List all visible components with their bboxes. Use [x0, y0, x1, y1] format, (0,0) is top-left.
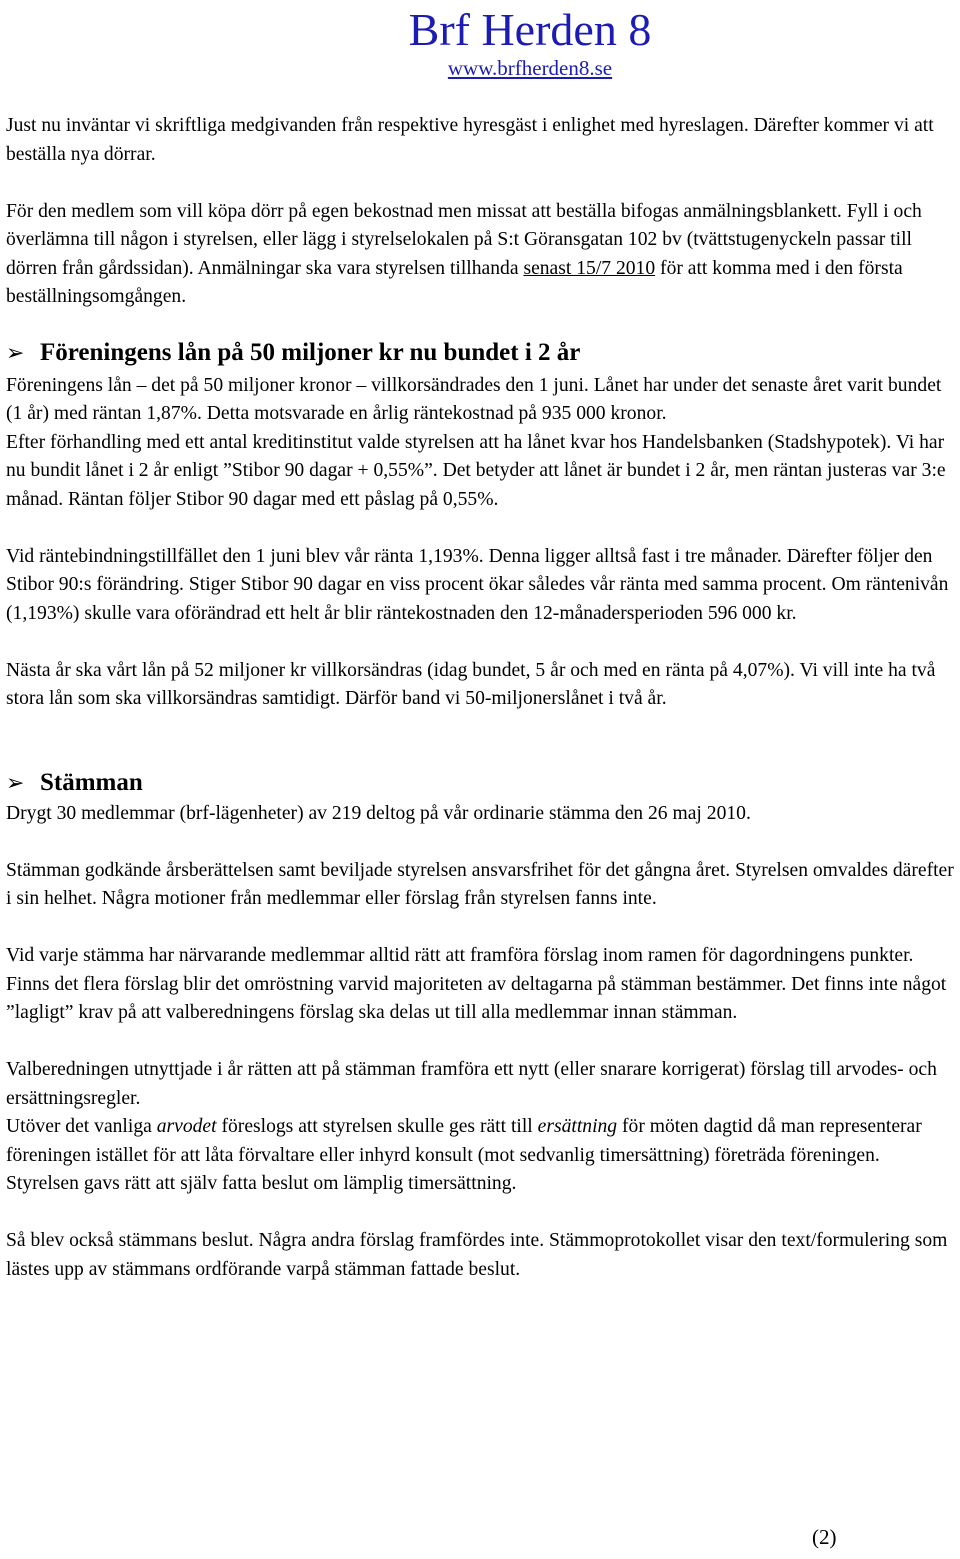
paragraph-meeting-2: Stämman godkände årsberättelsen samt beviljade styrelsen ansvarsfrihet för det gångna året. Styrelsen omvaldes därefter i sin helhet. Några motioner från medlemmar eller förslag från styrelsen fanns inte. [6, 859, 954, 909]
section-heading-loan [6, 338, 956, 368]
paragraph-meeting-3: Vid varje stämma har närvarande medlemmar alltid rätt att framföra förslag inom ramen för dagordningens punkter. Finns det flera förslag blir det omröstning varvid majoriteten av deltagarna på stämman bestämmer. Det finns inte något ”lagligt” krav på att valberedningens förslag ska delas ut till alla medlemmar innan stämman. [6, 945, 947, 1023]
door-order-text-end: för att komma med i den första beställningsomgången. [6, 257, 903, 307]
paragraph-meeting-6: Så blev också stämmans beslut. Några andra förslag framfördes inte. Stämmoprotokollet visar den text/formulering som lästes upp av stämmans ordförande varpå stämman fattade beslut. [6, 1230, 948, 1280]
meeting-5-text: föreslogs att styrelsen skulle ges rätt till [216, 1116, 538, 1137]
meeting-5-text: för möten dagtid då man representerar föreningen istället för att låta förvaltare eller inhyrd konsult (mot sedvanlig timersättning) företräda föreningen. Styrelsen gavs rätt att själv fatta beslut om lämplig timersättning. [6, 1116, 922, 1194]
page-number: (2) [812, 1525, 837, 1549]
document-body [6, 112, 956, 1284]
page-header [0, 4, 960, 80]
paragraph-loan-2: Efter förhandling med ett antal kreditinstitut valde styrelsen att ha lånet kvar hos Handelsbanken (Stadshypotek). Vi har nu bundit lånet i 2 år enligt ”Stibor 90 dagar + 0,55%”. Det betyder att lånet är bundet i 2 år, men räntan justeras var 3:e månad. Räntan följer Stibor 90 dagar med ett påslag på 0,55%. [6, 431, 946, 510]
org-title: Brf Herden 8 [408, 4, 652, 55]
paragraph-meeting-5 [6, 1113, 956, 1199]
paragraph-loan-3: Vid räntebindningstillfället den 1 juni blev vår ränta 1,193%. Denna ligger alltså fast i tre månader. Därefter följer den Stibor 90:s förändring. Stiger Stibor 90 dagar en viss procent ökar således vår ränta med samma procent. Om räntenivån (1,193%) skulle vara oförändrad ett helt år blir räntekostnaden den 12-månadersperioden 596 000 kr. [6, 545, 949, 624]
paragraph-doors-status: Just nu inväntar vi skriftliga medgivanden från respektive hyresgäst i enlighet med hyreslagen. Därefter kommer vi att beställa nya dörrar. [6, 115, 934, 165]
deadline-underlined: senast 15/7 2010 [523, 257, 656, 279]
emphasis-arvodet: arvodet [156, 1116, 217, 1137]
emphasis-ersattning: ersättning [537, 1116, 618, 1137]
arrow-bullet-icon: ➢ [6, 339, 25, 365]
section-heading-meeting [6, 768, 956, 798]
paragraph-loan-4: Nästa år ska vårt lån på 52 miljoner kr villkorsändras (idag bundet, 5 år och med en ränta på 4,07%). Vi vill inte ha två stora lån som ska villkorsändras samtidigt. Därför band vi 50-miljonerslånet i två år. [6, 659, 936, 709]
loan-heading-text: Föreningens lån på 50 miljoner kr nu bundet i 2 år [40, 338, 581, 366]
paragraph-meeting-4: Valberedningen utnyttjade i år rätten att på stämman framföra ett nytt (eller snarare korrigerat) förslag till arvodes- och ersättningsregler. [6, 1059, 937, 1109]
paragraph-door-order [6, 198, 956, 312]
website-link[interactable]: www.brfherden8.se [447, 56, 613, 80]
meeting-5-text: Utöver det vanliga [6, 1116, 157, 1137]
door-order-text: För den medlem som vill köpa dörr på egen bekostnad men missat att beställa bifogas anmälningsblankett. Fyll i och överlämna till någon i styrelsen, eller lägg i styrelselokalen på S:t Göransgatan 102 bv (tvättstugenyckeln passar till dörren från gårdssidan). Anmälningar ska vara styrelsen tillhanda [6, 200, 922, 279]
paragraph-loan-1: Föreningens lån – det på 50 miljoner kronor – villkorsändrades den 1 juni. Lånet har under det senaste året varit bundet (1 år) med räntan 1,87%. Detta motsvarade en årlig räntekostnad på 935 000 kronor. [6, 374, 942, 424]
paragraph-meeting-1: Drygt 30 medlemmar (brf-lägenheter) av 219 deltog på vår ordinarie stämma den 26 maj 2010. [6, 802, 751, 824]
meeting-heading-text: Stämman [40, 768, 143, 796]
arrow-bullet-icon: ➢ [6, 769, 25, 795]
